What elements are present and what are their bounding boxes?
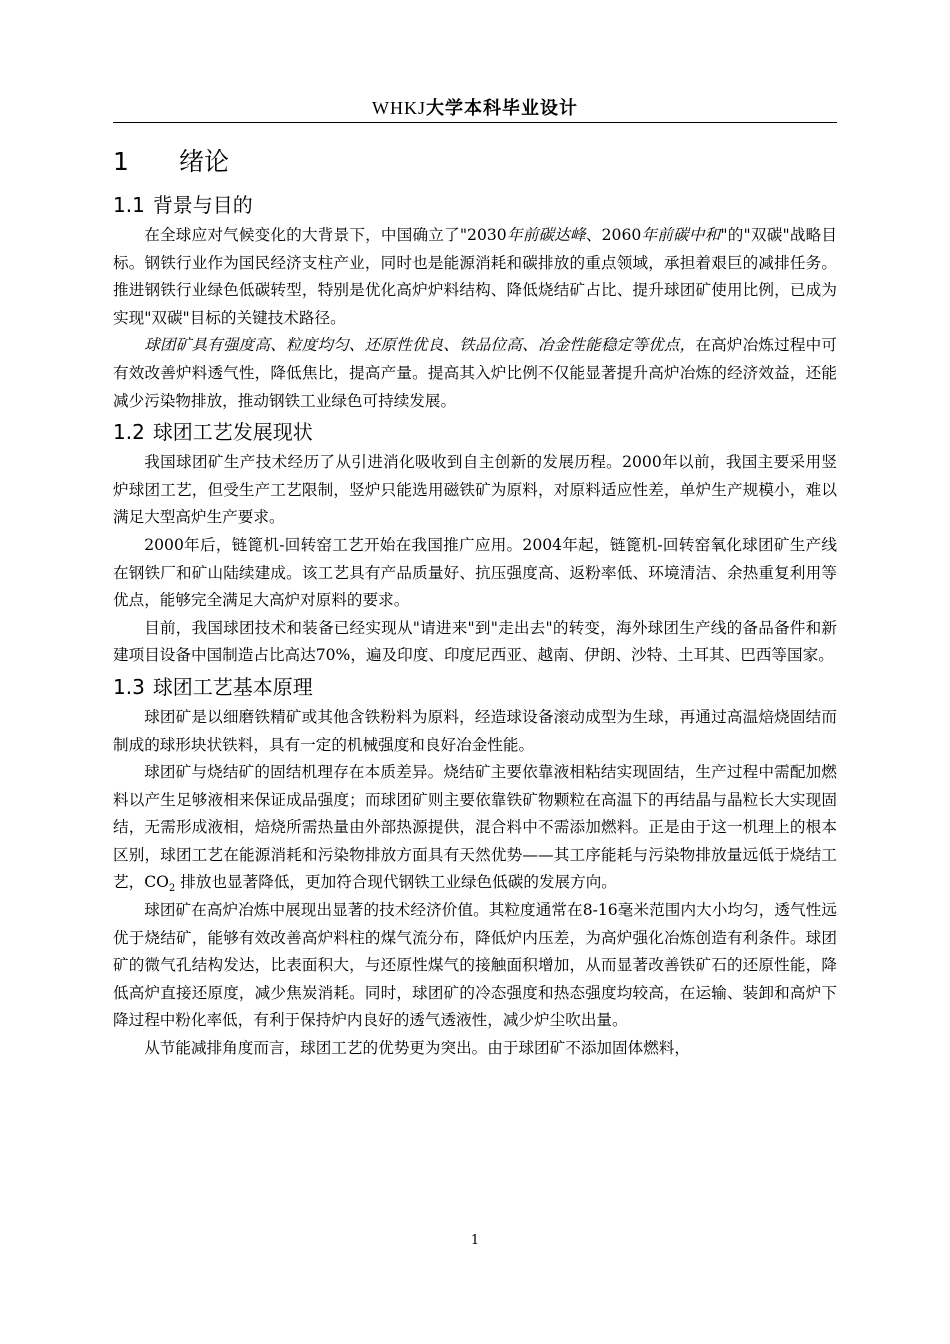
section-number: 1.1: [113, 193, 145, 217]
header-title: 大学本科毕业设计: [426, 98, 578, 119]
paragraph: 2000年后，链篦机-回转窑工艺开始在我国推广应用。2004年起，链篦机-回转窑氧化球团矿生产线在钢铁厂和矿山陆续建成。该工艺具有产品质量好、抗压强度高、返粉率低、环境清洁、余热重复利用等优点，能够完全满足大高炉对原料的要求。: [113, 535, 837, 610]
paragraph: 从节能减排角度而言，球团工艺的优势更为突出。由于球团矿不添加固体燃料，: [144, 1039, 690, 1058]
subscript: 2: [168, 883, 176, 895]
text-run: 在高炉冶炼过程中可有效改善炉料透气性，降低焦比，提高产量。提高其入炉比例不仅能显著提升高炉冶炼的经济效益，还能减少污染物排放，推动钢铁工业绿色可持续发展。: [113, 336, 837, 410]
page-number: 1: [470, 1233, 480, 1248]
paragraph: [113, 759, 837, 897]
section-number: 1.2: [113, 420, 145, 445]
section-heading-1-2: [113, 415, 837, 449]
section-heading-1-3: [113, 670, 837, 704]
section-title: 背景与目的: [152, 193, 253, 217]
section-title: 球团工艺基本原理: [152, 674, 313, 699]
document-body: [113, 140, 837, 1063]
text-run: 、2060: [585, 226, 642, 244]
text-run: 在全球应对气候变化的大背景下，中国确立了"2030: [144, 226, 507, 244]
page-header: [113, 96, 837, 121]
paragraph: [113, 332, 837, 415]
paragraph: [113, 222, 837, 332]
chapter-title: 绪论: [179, 147, 230, 176]
header-school: WHKJ: [372, 98, 426, 118]
text-run: 球团矿与烧结矿的固结机理存在本质差异。烧结矿主要依靠液相粘结实现固结，生产过程中需配加燃料以产生足够液相来保证成品强度；而球团矿则主要依靠铁矿物颗粒在高温下的再结晶与晶粒长大实现固结，无需形成液相，焙烧所需热量由外部热源提供，混合料中不需添加燃料。正是由于这一机理上的根本区别，球团工艺在能源消耗和污染物排放方面具有天然优势——其工序能耗与污染物排放量远低于烧结工艺，: [113, 763, 837, 892]
paragraph: 球团矿是以细磨铁精矿或其他含铁粉料为原料，经造球设备滚动成型为生球，再通过高温焙烧固结而制成的球形块状铁料，具有一定的机械强度和良好冶金性能。: [113, 707, 837, 754]
section-heading-1-1: [113, 188, 837, 222]
section-number: 1.3: [113, 674, 145, 699]
chapter-number: 1: [113, 147, 129, 176]
text-run-italic: 年前碳中和: [641, 226, 721, 244]
text-run-italic: 年前碳达峰: [506, 226, 586, 244]
header-rule: [113, 122, 837, 123]
text-run: "的"双碳"战略目标。钢铁行业作为国民经济支柱产业，同时也是能源消耗和碳排放的重点领域，承担着艰巨的减排任务。推进钢铁行业绿色低碳转型，特别是优化高炉炉料结构、降低烧结矿占比、提升球团矿使用比例，已成为实现"双碳"目标的关键技术路径。: [113, 226, 838, 327]
paragraph: 球团矿在高炉冶炼中展现出显著的技术经济价值。其粒度通常在8-16毫米范围内大小均匀，透气性远优于烧结矿，能够有效改善高炉料柱的煤气流分布，降低炉内压差，为高炉强化冶炼创造有利条件。球团矿的微气孔结构发达，比表面积大，与还原性煤气的接触面积增加，从而显著改善铁矿石的还原性能，降低高炉直接还原度，减少焦炭消耗。同时，球团矿的冷态强度和热态强度均较高，在运输、装卸和高炉下降过程中粉化率低，有利于保持炉内良好的透气透液性，减少炉尘吹出量。: [113, 901, 837, 1030]
text-run: 排放也显著降低，更加符合现代钢铁工业绿色低碳的发展方向。: [175, 873, 617, 892]
text-run-italic: 球团矿具有强度高、粒度均匀、还原性优良、铁品位高、冶金性能稳定等优点，: [144, 336, 696, 355]
section-title: 球团工艺发展现状: [152, 420, 313, 445]
paragraph: 我国球团矿生产技术经历了从引进消化吸收到自主创新的发展历程。2000年以前，我国主要采用竖炉球团工艺，但受生产工艺限制，竖炉只能选用磁铁矿为原料，对原料适应性差，单炉生产规模小，难以满足大型高炉生产要求。: [113, 453, 837, 527]
paragraph: 目前，我国球团技术和装备已经实现从"请进来"到"走出去"的转变，海外球团生产线的备品备件和新建项目设备中国制造占比高达70%，遍及印度、印度尼西亚、越南、伊朗、沙特、土耳其、巴西等国家。: [113, 618, 837, 665]
chapter-heading: [113, 140, 837, 184]
text-run: CO: [144, 873, 169, 892]
